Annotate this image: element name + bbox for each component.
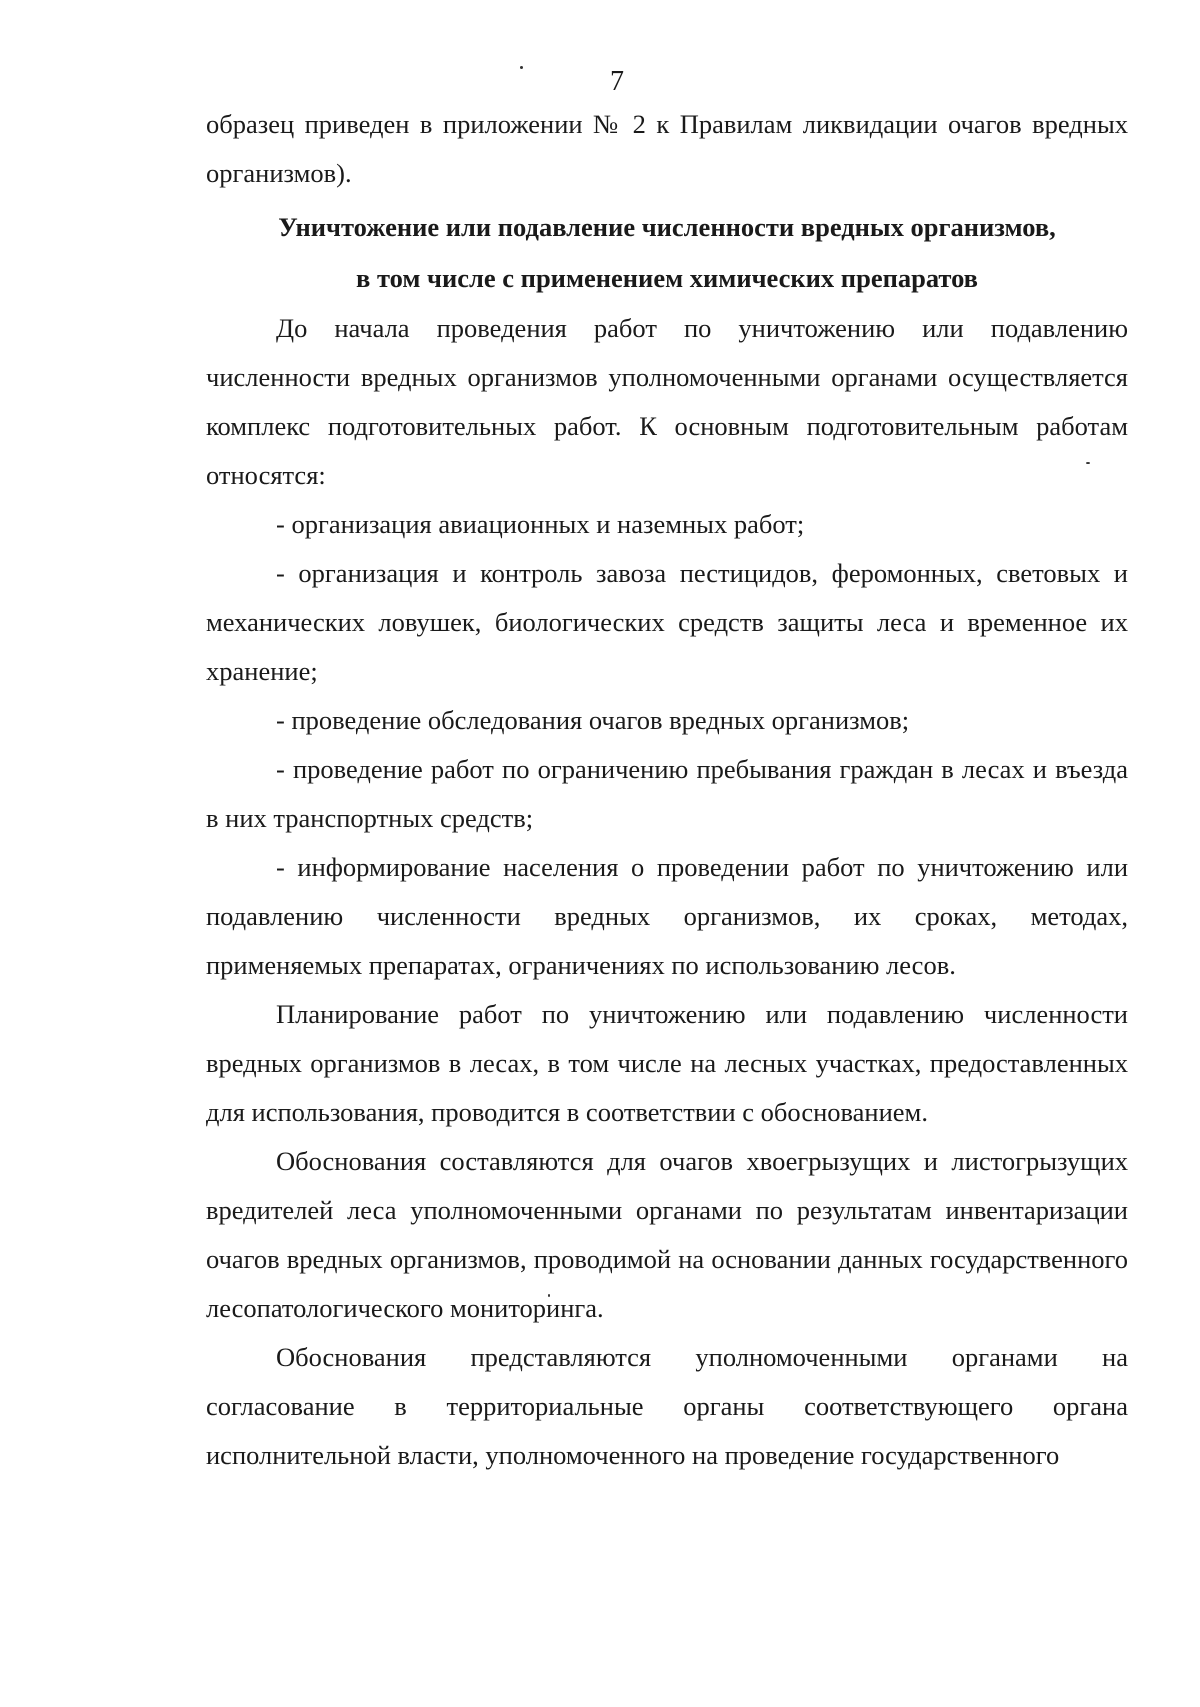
list-item-inform-population: - информирование населения о проведении работ по уничтожению или подавлению численности вредных организмов, их сроках, методах, применяемых препаратах, ограничениях по использованию лесов. — [206, 852, 1128, 980]
section-heading-line-2: в том числе с применением химических препаратов — [356, 263, 978, 293]
list-item-pesticide-delivery: - организация и контроль завоза пестицидов, феромонных, световых и механических ловушек, биологических средств защиты леса и временное их хранение; — [206, 558, 1128, 686]
paragraph-continuation: образец приведен в приложении № 2 к Правилам ликвидации очагов вредных организмов). — [206, 109, 1128, 188]
paragraph-justifications-submitted: Обоснования представляются уполномоченными органами на согласование в территориальные органы соответствующего органа исполнительной власти, уполномоченного на проведение государственного — [206, 1342, 1128, 1470]
page-number: 7 — [610, 66, 624, 97]
list-item-restrict-access: - проведение работ по ограничению пребывания граждан в лесах и въезда в них транспортных средств; — [206, 754, 1128, 833]
paragraph-justifications-compiled: Обоснования составляются для очагов хвоегрызущих и листогрызущих вредителей леса уполномоченными органами по результатам инвентаризации очагов вредных организмов, проводимой на основании данных государственного лесопатологического мониторинга. — [206, 1146, 1128, 1323]
section-heading-line-1: Уничтожение или подавление численности вредных организмов, — [278, 212, 1056, 242]
document-body — [206, 100, 1128, 1480]
paragraph-planning: Планирование работ по уничтожению или подавлению численности вредных организмов в лесах, в том числе на лесных участках, предоставленных для использования, проводится в соответствии с обоснованием. — [206, 999, 1128, 1127]
list-item-aviation-ground-works: - организация авиационных и наземных работ; — [276, 509, 805, 539]
list-item-survey-foci: - проведение обследования очагов вредных организмов; — [276, 705, 910, 735]
paragraph-preparatory-works: До начала проведения работ по уничтожению или подавлению численности вредных организмов уполномоченными органами осуществляется комплекс подготовительных работ. К основным подготовительным работам относятся: — [206, 313, 1128, 490]
